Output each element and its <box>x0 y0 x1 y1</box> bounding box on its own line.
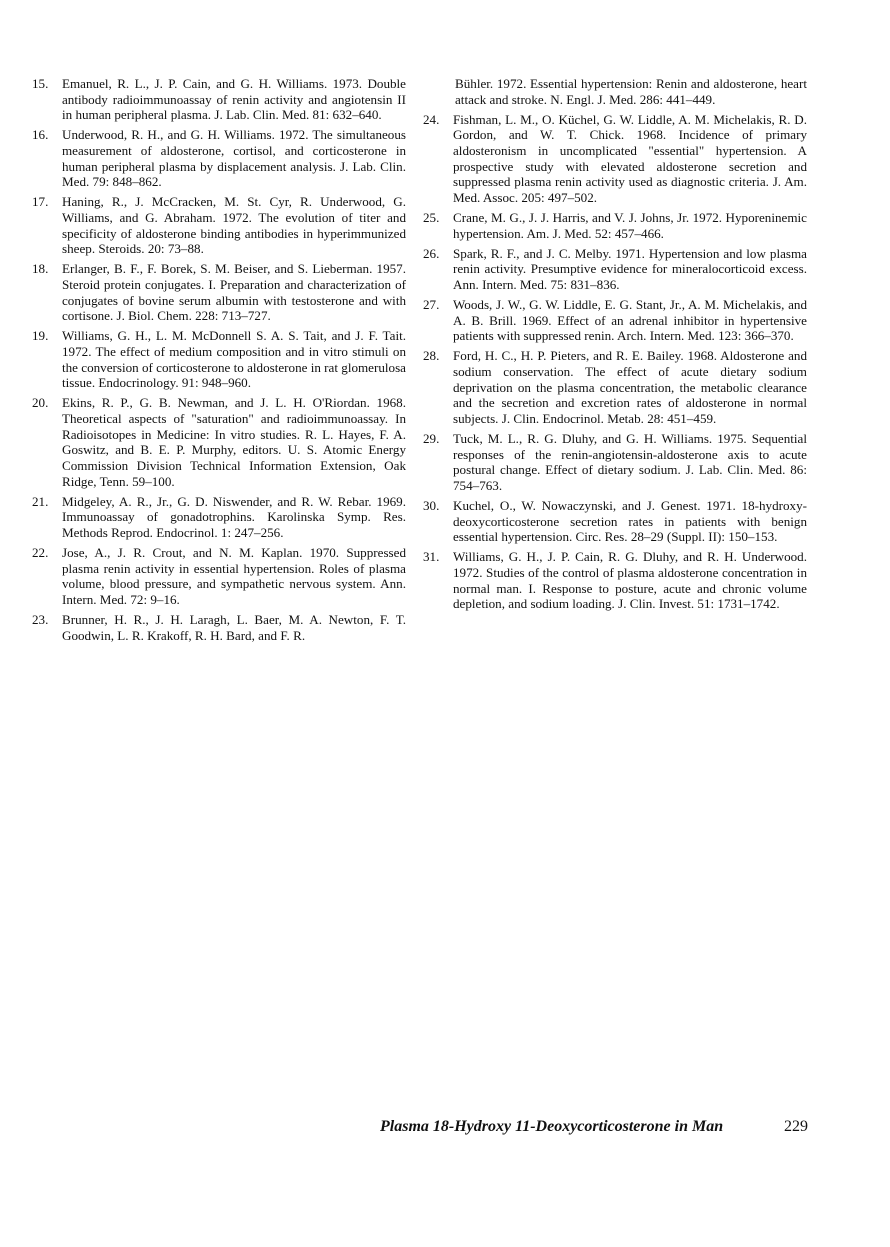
reference-number: 19. <box>32 328 49 344</box>
reference-number: 16. <box>32 127 49 143</box>
reference-number: 28. <box>423 348 440 364</box>
reference-item <box>423 498 807 545</box>
reference-item <box>423 549 807 612</box>
reference-item <box>32 545 406 608</box>
reference-text: Spark, R. F., and J. C. Melby. 1971. Hypertension and low plasma renin activity. Presumptive evidence for mineralocorticoid excess. Ann. Intern. Med. 75: 831–836. <box>453 245 807 292</box>
page-footer <box>380 1118 808 1136</box>
reference-text: Kuchel, O., W. Nowaczynski, and J. Genest. 1971. 18-hydroxy-deoxycorticosterone secretion rates in patients with benign essential hypertension. Circ. Res. 28–29 (Suppl. II): 150–153. <box>453 497 807 545</box>
reference-number: 20. <box>32 395 49 411</box>
reference-text: Woods, J. W., G. W. Liddle, E. G. Stant, Jr., A. M. Michelakis, and A. B. Brill. 1969. Effect of an adrenal inhibitor in hypertensive patients with suppressed renin. Arch. Intern. Med. 123: 366–370. <box>453 296 807 344</box>
reference-item <box>32 194 406 257</box>
running-title: Plasma 18-Hydroxy 11-Deoxycorticosterone in Man <box>380 1118 724 1135</box>
reference-number: 22. <box>32 545 49 560</box>
reference-text: Williams, G. H., J. P. Cain, R. G. Dluhy, and R. H. Underwood. 1972. Studies of the control of plasma aldosterone concentration in normal man. I. Response to posture, acute and chronic volume depletion, and sodium loading. J. Clin. Invest. 51: 1731–1742. <box>453 549 807 612</box>
reference-number: 30. <box>423 497 440 513</box>
reference-text: Williams, G. H., L. M. McDonnell S. A. S. Tait, and J. F. Tait. 1972. The effect of medium composition and in vitro stimuli on the conversion of corticosterone to aldosterone in rat glomerulosa tissue. Endocrinology. 91: 948–960. <box>62 328 406 391</box>
reference-number: 17. <box>32 194 49 210</box>
reference-item <box>32 328 406 391</box>
reference-column-left <box>32 76 406 648</box>
reference-item <box>423 431 807 494</box>
reference-item <box>423 112 807 206</box>
reference-item <box>423 210 807 241</box>
reference-number: 26. <box>423 245 440 261</box>
reference-number: 29. <box>423 430 440 446</box>
reference-number: 31. <box>423 549 440 565</box>
reference-number: 25. <box>423 210 440 225</box>
reference-text: Brunner, H. R., J. H. Laragh, L. Baer, M. A. Newton, F. T. Goodwin, L. R. Krakoff, R. H. Bard, and F. R. <box>62 612 406 643</box>
reference-text: Ekins, R. P., G. B. Newman, and J. L. H. O'Riordan. 1968. Theoretical aspects of "saturation" and radioimmunoassay. In Radioisotopes in Medicine: In vitro studies. R. L. Hayes, F. A. Goswitz, and B. E. P. Murphy, editors. U. S. Atomic Energy Commission Division Technical Information Extension, Oak Ridge, Tenn. 59–100. <box>62 395 406 489</box>
reference-number: 18. <box>32 261 49 277</box>
reference-item <box>32 395 406 489</box>
reference-text: Haning, R., J. McCracken, M. St. Cyr, R. Underwood, G. Williams, and G. Abraham. 1972. The evolution of titer and specificity of aldosterone binding antibodies in hyperimmunized sheep. Steroids. 20: 73–88. <box>62 194 406 257</box>
reference-item <box>32 494 406 541</box>
reference-number: 21. <box>32 493 49 509</box>
page-number: 229 <box>784 1118 808 1135</box>
reference-text: Midgeley, A. R., Jr., G. D. Niswender, and R. W. Rebar. 1969. Immunoassay of gonadotrophins. Karolinska Symp. Res. Methods Reprod. Endocrinol. 1: 247–256. <box>62 493 406 541</box>
reference-item <box>32 127 406 190</box>
reference-text: Underwood, R. H., and G. H. Williams. 1972. The simultaneous measurement of aldosterone, cortisol, and corticosterone in human peripheral plasma by displacement analysis. J. Lab. Clin. Med. 79: 848–862. <box>62 127 406 190</box>
reference-text: Tuck, M. L., R. G. Dluhy, and G. H. Williams. 1975. Sequential responses of the renin-angiotensin-aldosterone axis to acute postural change. Effect of dietary sodium. J. Lab. Clin. Med. 86: 754–763. <box>453 430 807 493</box>
reference-continuation: Bühler. 1972. Essential hypertension: Renin and aldosterone, heart attack and stroke. N. Engl. J. Med. 286: 441–449. <box>455 76 807 107</box>
reference-text: Jose, A., J. R. Crout, and N. M. Kaplan. 1970. Suppressed plasma renin activity in essential hypertension. Roles of plasma volume, blood pressure, and sympathetic nervous system. Ann. Intern. Med. 72: 9–16. <box>62 545 406 608</box>
reference-item <box>32 76 406 123</box>
reference-number: 15. <box>32 76 49 91</box>
reference-text: Erlanger, B. F., F. Borek, S. M. Beiser, and S. Lieberman. 1957. Steroid protein conjugates. I. Preparation and characterization of conjugates of bovine serum albumin with testosterone and with cortisone. J. Biol. Chem. 228: 713–727. <box>62 261 406 324</box>
reference-item <box>423 297 807 344</box>
reference-number: 24. <box>423 111 440 127</box>
reference-text: Ford, H. C., H. P. Pieters, and R. E. Bailey. 1968. Aldosterone and sodium conservation. The effect of acute dietary sodium deprivation on the plasma concentration, the metabolic clearance and the secretion and excretion rates of aldosterone in normal subjects. J. Clin. Endocrinol. Metab. 28: 451–459. <box>453 348 807 426</box>
reference-number: 27. <box>423 296 440 312</box>
reference-text: Fishman, L. M., O. Küchel, G. W. Liddle, A. M. Michelakis, R. D. Gordon, and W. T. Chick. 1968. Incidence of primary aldosteronism in uncomplicated "essential" hypertension. A prospective study with elevated aldosterone secretion and suppressed plasma renin activity used as diagnostic criteria. J. Am. Med. Assoc. 205: 497–502. <box>453 111 807 206</box>
reference-item <box>423 246 807 293</box>
reference-item <box>32 612 406 643</box>
reference-text: Crane, M. G., J. J. Harris, and V. J. Johns, Jr. 1972. Hyporeninemic hypertension. Am. J. Med. 52: 457–466. <box>453 210 807 241</box>
reference-item <box>32 261 406 324</box>
reference-item <box>423 348 807 427</box>
reference-number: 23. <box>32 612 49 627</box>
reference-text: Emanuel, R. L., J. P. Cain, and G. H. Williams. 1973. Double antibody radioimmunoassay of renin activity and angiotensin II in human peripheral plasma. J. Lab. Clin. Med. 81: 632–640. <box>62 76 406 123</box>
reference-column-right <box>423 76 807 616</box>
